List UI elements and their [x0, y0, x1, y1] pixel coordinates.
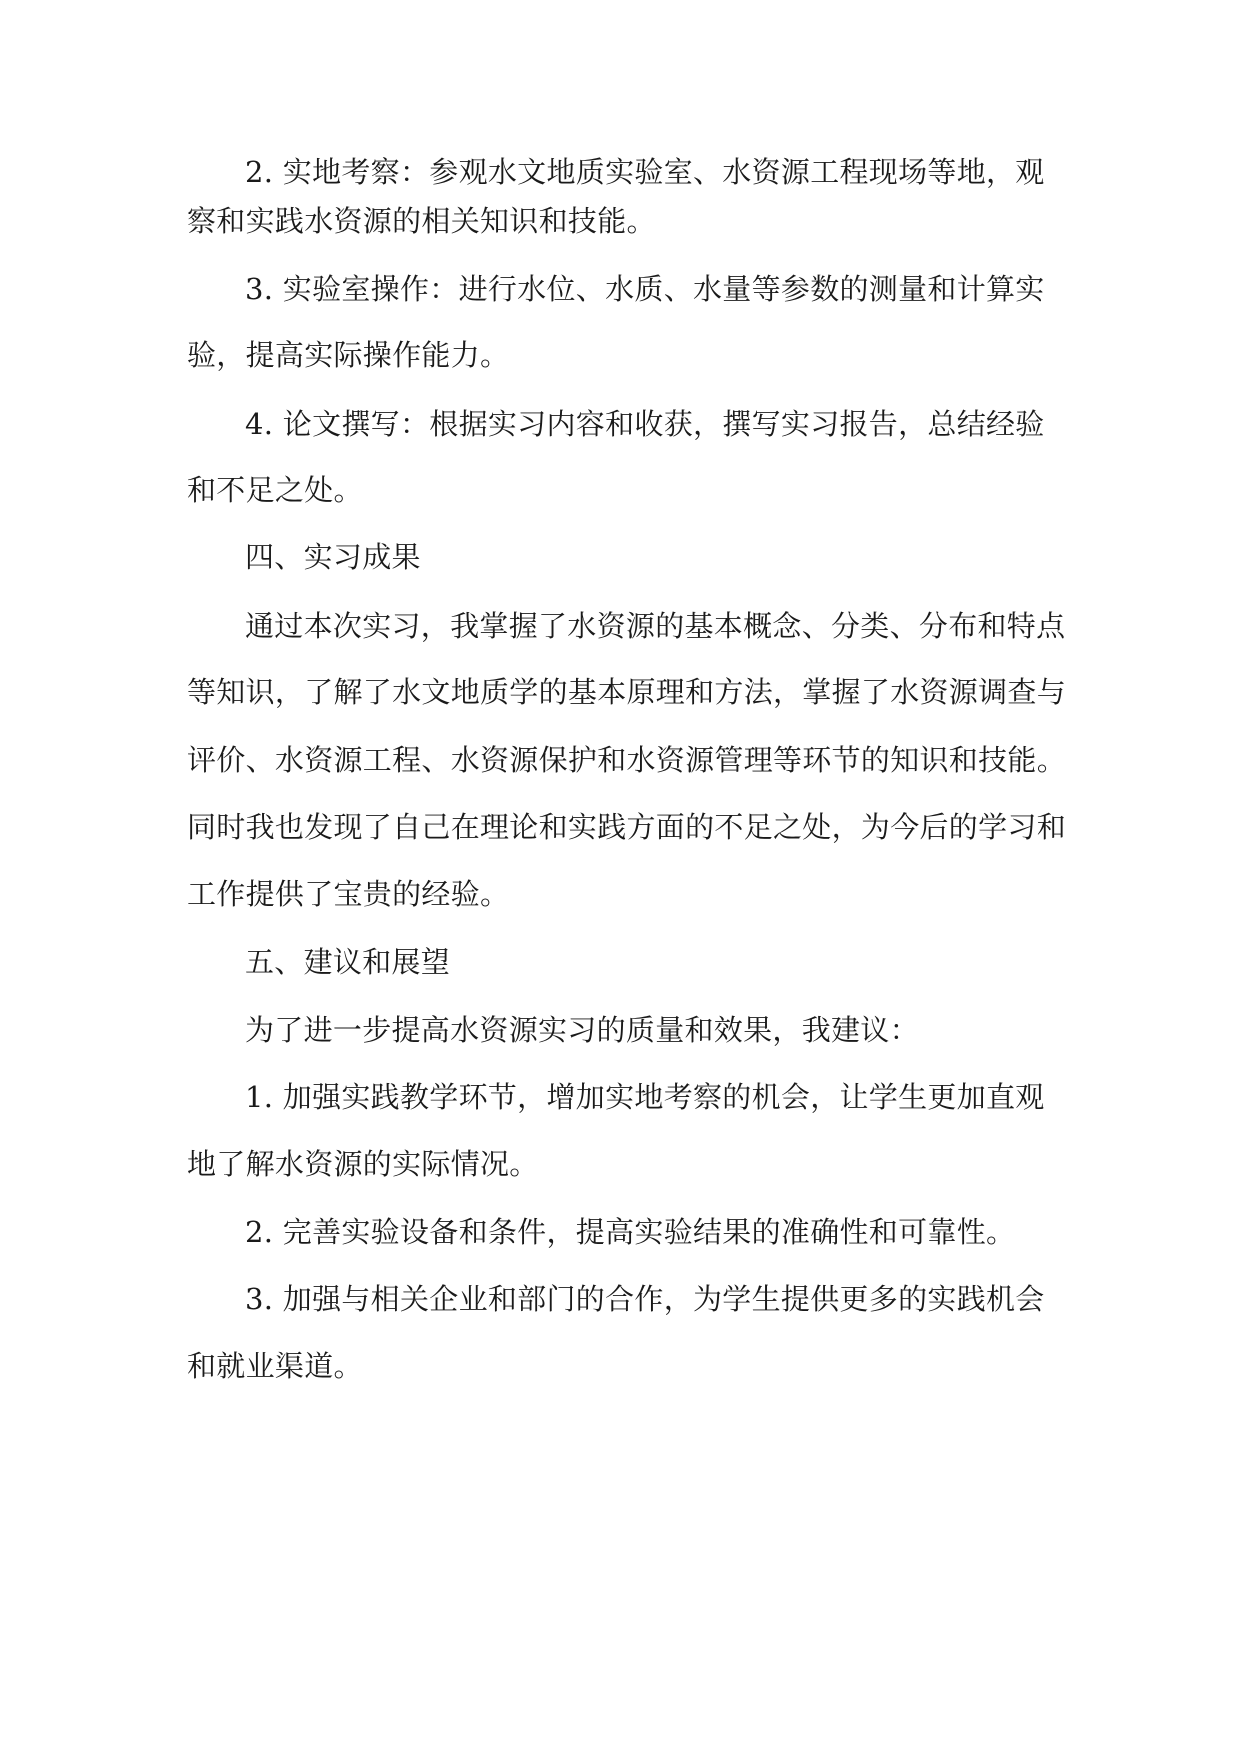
suggestion-3-line-1: 3. 加强与相关企业和部门的合作，为学生提供更多的实践机会: [245, 1282, 1045, 1316]
item-2-fieldwork-line-1: 2. 实地考察：参观水文地质实验室、水资源工程现场等地，观: [245, 155, 1045, 189]
item-2-fieldwork-line-2: 察和实践水资源的相关知识和技能。: [187, 204, 656, 238]
results-paragraph-line-3: 评价、水资源工程、水资源保护和水资源管理等环节的知识和技能。: [187, 743, 1067, 777]
results-paragraph-line-2: 等知识，了解了水文地质学的基本原理和方法，掌握了水资源调查与: [187, 675, 1067, 709]
results-paragraph-line-1: 通过本次实习，我掌握了水资源的基本概念、分类、分布和特点: [245, 609, 1066, 643]
section-heading-suggestions: 五、建议和展望: [245, 945, 451, 979]
suggestion-1-line-2: 地了解水资源的实际情况。: [187, 1147, 539, 1181]
item-4-paper-line-1: 4. 论文撰写：根据实习内容和收获，撰写实习报告，总结经验: [245, 407, 1045, 441]
item-3-lab-line-1: 3. 实验室操作：进行水位、水质、水量等参数的测量和计算实: [245, 272, 1045, 306]
suggestions-intro: 为了进一步提高水资源实习的质量和效果，我建议：: [245, 1013, 919, 1047]
suggestion-1-line-1: 1. 加强实践教学环节，增加实地考察的机会，让学生更加直观: [245, 1080, 1045, 1114]
section-heading-results: 四、实习成果: [245, 540, 421, 574]
item-3-lab-line-2: 验，提高实际操作能力。: [187, 338, 510, 372]
results-paragraph-line-5: 工作提供了宝贵的经验。: [187, 877, 510, 911]
suggestion-2: 2. 完善实验设备和条件，提高实验结果的准确性和可靠性。: [245, 1215, 1016, 1249]
suggestion-3-line-2: 和就业渠道。: [187, 1349, 363, 1383]
item-4-paper-line-2: 和不足之处。: [187, 473, 363, 507]
results-paragraph-line-4: 同时我也发现了自己在理论和实践方面的不足之处，为今后的学习和: [187, 810, 1067, 844]
